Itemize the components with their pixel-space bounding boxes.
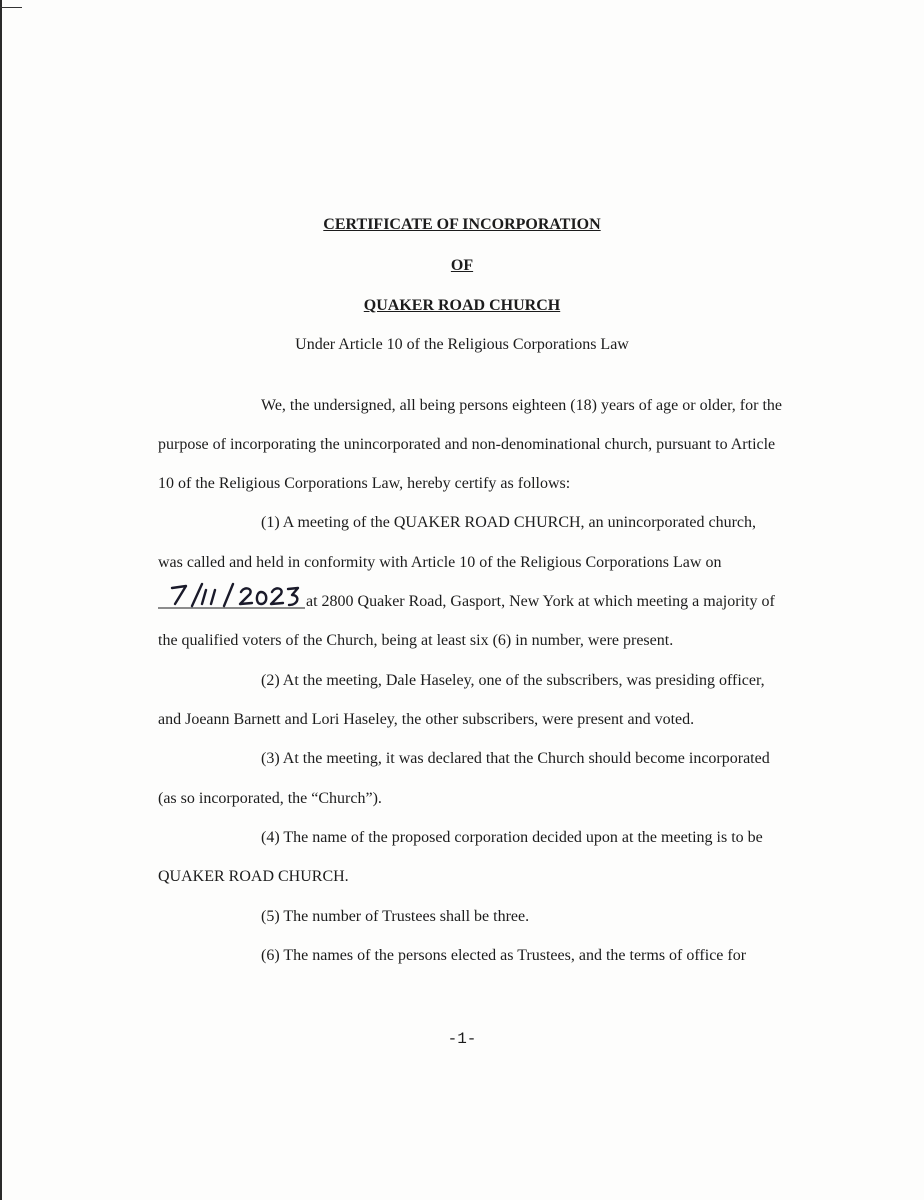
item-1-line-3: at 2800 Quaker Road, Gasport, New York at which meeting a majority of bbox=[306, 593, 775, 610]
item-6-line-1: (6) The names of the persons elected as Trustees, and the terms of office for bbox=[261, 947, 747, 964]
item-4-line-1: (4) The name of the proposed corporation decided upon at the meeting is to be bbox=[261, 829, 763, 846]
intro-line-2: purpose of incorporating the unincorporated and non-denominational church, pursuant to Article bbox=[158, 436, 776, 453]
intro-line-3: 10 of the Religious Corporations Law, hereby certify as follows: bbox=[158, 475, 571, 492]
item-1-line-1: (1) A meeting of the QUAKER ROAD CHURCH, an unincorporated church, bbox=[261, 514, 757, 531]
scan-mark bbox=[0, 7, 22, 8]
intro-line-1: We, the undersigned, all being persons eighteen (18) years of age or older, for the bbox=[261, 397, 782, 414]
item-1-line-2: was called and held in conformity with Article 10 of the Religious Corporations Law on bbox=[158, 554, 722, 571]
document-title: CERTIFICATE OF INCORPORATION bbox=[323, 216, 601, 233]
item-5-line-1: (5) The number of Trustees shall be three. bbox=[261, 908, 530, 925]
item-3-line-2: (as so incorporated, the “Church”). bbox=[158, 790, 382, 807]
document-subtitle: Under Article 10 of the Religious Corporations Law bbox=[295, 336, 629, 353]
item-3-line-1: (3) At the meeting, it was declared that the Church should become incorporated bbox=[261, 750, 770, 767]
item-2-line-1: (2) At the meeting, Dale Haseley, one of the subscribers, was presiding officer, bbox=[261, 672, 765, 689]
item-1-line-4: the qualified voters of the Church, being at least six (6) in number, were present. bbox=[158, 632, 674, 649]
page-number: -1- bbox=[447, 1030, 477, 1048]
item-4-line-2: QUAKER ROAD CHURCH. bbox=[158, 868, 349, 885]
item-2-line-2: and Joeann Barnett and Lori Haseley, the other subscribers, were present and voted. bbox=[158, 711, 695, 728]
document-title-of: OF bbox=[450, 257, 474, 274]
handwritten-date bbox=[158, 580, 305, 610]
scan-edge bbox=[0, 0, 2, 1200]
church-name-heading: QUAKER ROAD CHURCH bbox=[363, 297, 561, 314]
